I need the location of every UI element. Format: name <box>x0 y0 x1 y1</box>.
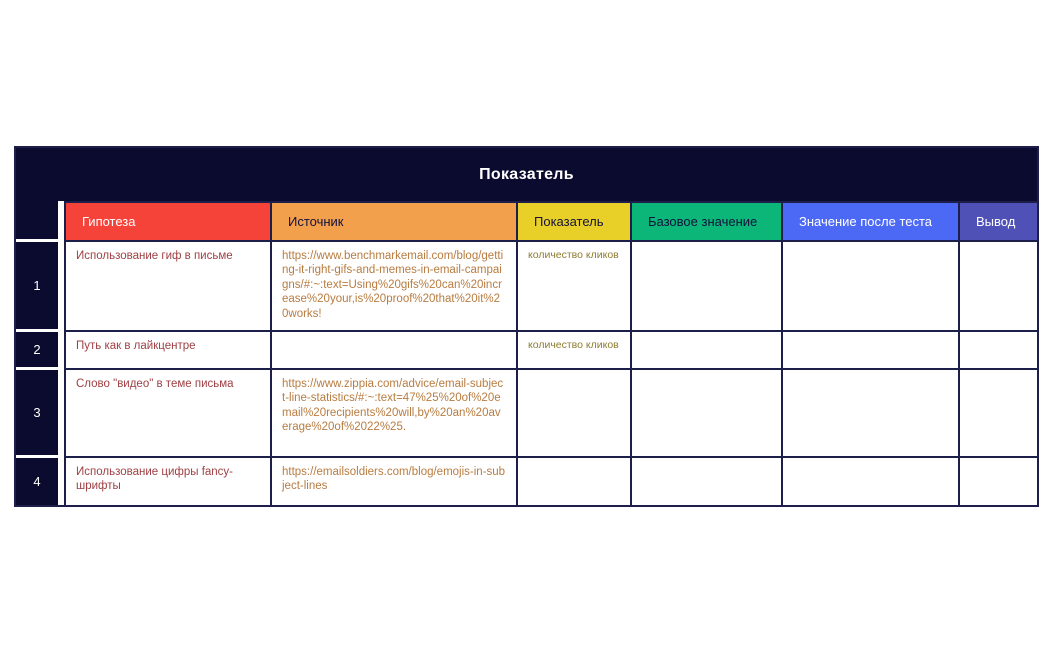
cell-metric[interactable]: количество кликов <box>518 242 632 332</box>
cell-metric[interactable]: количество кликов <box>518 332 632 370</box>
header-base-value[interactable]: Базовое значение <box>632 201 783 242</box>
cell-conclusion[interactable] <box>960 370 1037 458</box>
cell-conclusion[interactable] <box>960 242 1037 332</box>
cell-metric[interactable] <box>518 458 632 505</box>
row-number-header-cell[interactable] <box>16 201 58 242</box>
cell-test-value[interactable] <box>783 370 960 458</box>
table-row <box>16 332 1037 370</box>
cell-source-url[interactable] <box>272 332 518 370</box>
header-row <box>16 201 1037 242</box>
cell-base-value[interactable] <box>632 458 783 505</box>
table-row <box>16 458 1037 505</box>
cell-source-url[interactable]: https://www.benchmarkemail.com/blog/getting-it-right-gifs-and-memes-in-email-campaigns/#:~:text=Using%20gifs%20can%20increase%20your,is%20proof%20that%20it%20works! <box>272 242 518 332</box>
cell-hypothesis[interactable]: Путь как в лайкцентре <box>64 332 272 370</box>
cell-hypothesis[interactable]: Использование цифры fancy-шрифты <box>64 458 272 505</box>
row-number[interactable]: 1 <box>16 242 58 332</box>
header-hypothesis[interactable]: Гипотеза <box>64 201 272 242</box>
row-number[interactable]: 3 <box>16 370 58 458</box>
cell-base-value[interactable] <box>632 242 783 332</box>
header-metric[interactable]: Показатель <box>518 201 632 242</box>
cell-test-value[interactable] <box>783 242 960 332</box>
hypothesis-table <box>14 146 1039 507</box>
table-title: Показатель <box>16 148 1037 201</box>
cell-conclusion[interactable] <box>960 332 1037 370</box>
table-row <box>16 242 1037 332</box>
header-test-value[interactable]: Значение после теста <box>783 201 960 242</box>
title-row <box>16 148 1037 201</box>
cell-test-value[interactable] <box>783 458 960 505</box>
cell-source-url[interactable]: https://emailsoldiers.com/blog/emojis-in-subject-lines <box>272 458 518 505</box>
page <box>14 146 1035 507</box>
cell-hypothesis[interactable]: Слово "видео" в теме письма <box>64 370 272 458</box>
header-source[interactable]: Источник <box>272 201 518 242</box>
header-conclusion[interactable]: Вывод <box>960 201 1037 242</box>
row-number[interactable]: 2 <box>16 332 58 370</box>
cell-metric[interactable] <box>518 370 632 458</box>
cell-base-value[interactable] <box>632 332 783 370</box>
cell-conclusion[interactable] <box>960 458 1037 505</box>
cell-test-value[interactable] <box>783 332 960 370</box>
cell-hypothesis[interactable]: Использование гиф в письме <box>64 242 272 332</box>
row-number[interactable]: 4 <box>16 458 58 505</box>
cell-source-url[interactable]: https://www.zippia.com/advice/email-subject-line-statistics/#:~:text=47%25%20of%20email%20recipients%20will,by%20an%20average%20of%2022%25. <box>272 370 518 458</box>
cell-base-value[interactable] <box>632 370 783 458</box>
table-row <box>16 370 1037 458</box>
